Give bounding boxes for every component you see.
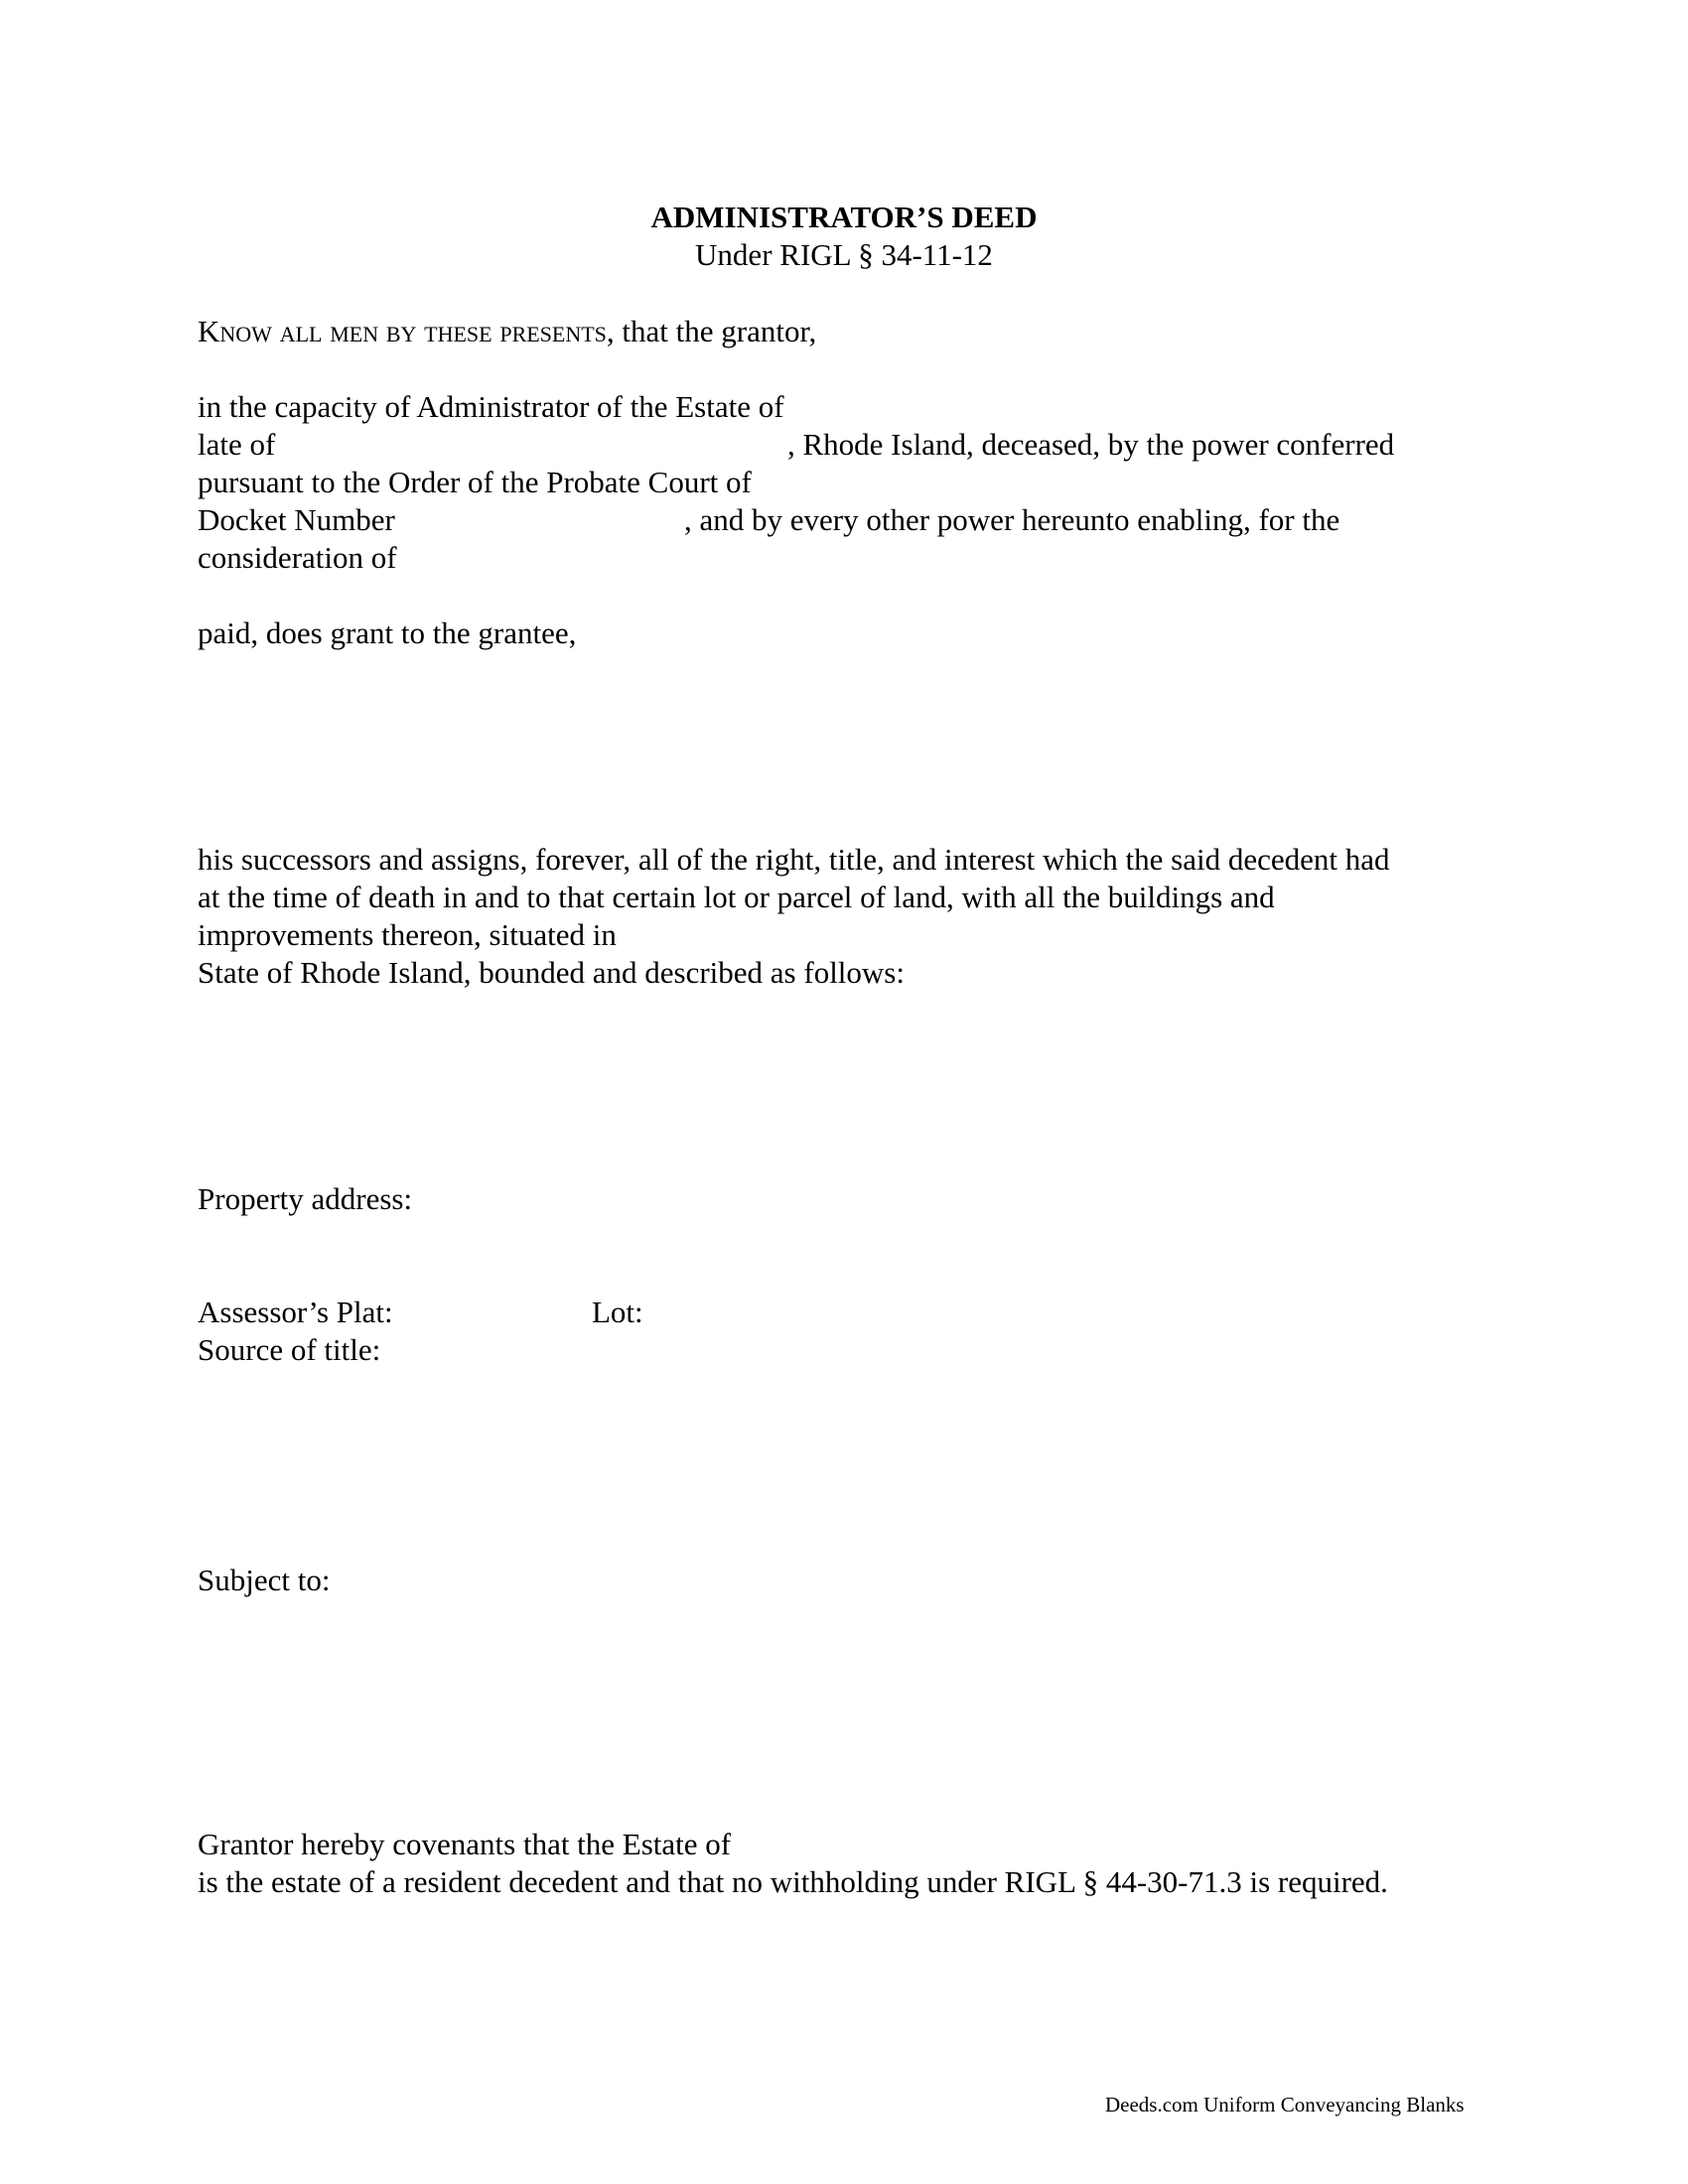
- page-footer: Deeds.com Uniform Conveyancing Blanks: [1105, 2093, 1465, 2116]
- successors-line-2: at the time of death in and to that certain lot or parcel of land, with all the buildings and: [198, 880, 1275, 914]
- covenant-line-2: is the estate of a resident decedent and that no withholding under RIGL § 44-30-71.3 is required.: [198, 1864, 1388, 1899]
- successors-line-4: State of Rhode Island, bounded and described as follows:: [198, 955, 905, 990]
- document-subtitle: Under RIGL § 34-11-12: [695, 237, 993, 272]
- consideration-line: consideration of: [198, 540, 397, 575]
- document-title: ADMINISTRATOR’S DEED: [650, 200, 1038, 234]
- source-of-title-label: Source of title:: [198, 1332, 381, 1367]
- assessors-plat-label: Assessor’s Plat:: [198, 1295, 393, 1329]
- probate-line: pursuant to the Order of the Probate Court of: [198, 465, 752, 499]
- property-address-label: Property address:: [198, 1181, 413, 1216]
- successors-line-3: improvements thereon, situated in: [198, 917, 617, 952]
- paid-line: paid, does grant to the grantee,: [198, 615, 577, 650]
- late-of-rest: , Rhode Island, deceased, by the power conferred: [787, 427, 1395, 462]
- covenant-line-1: Grantor hereby covenants that the Estate of: [198, 1827, 732, 1861]
- successors-line-1: his successors and assigns, forever, all of the right, title, and interest which the said decedent had: [198, 842, 1390, 877]
- intro-rest: , that the grantor,: [606, 314, 817, 348]
- intro-line: [198, 313, 816, 350]
- late-of-label: late of: [198, 427, 276, 462]
- estate-line: in the capacity of Administrator of the Estate of: [198, 389, 784, 424]
- docket-rest: , and by every other power hereunto enabling, for the: [684, 502, 1340, 537]
- subject-to-label: Subject to:: [198, 1563, 331, 1597]
- intro-lead: Know all men by these presents: [198, 314, 607, 348]
- docket-label: Docket Number: [198, 502, 395, 537]
- lot-label: Lot:: [592, 1295, 643, 1329]
